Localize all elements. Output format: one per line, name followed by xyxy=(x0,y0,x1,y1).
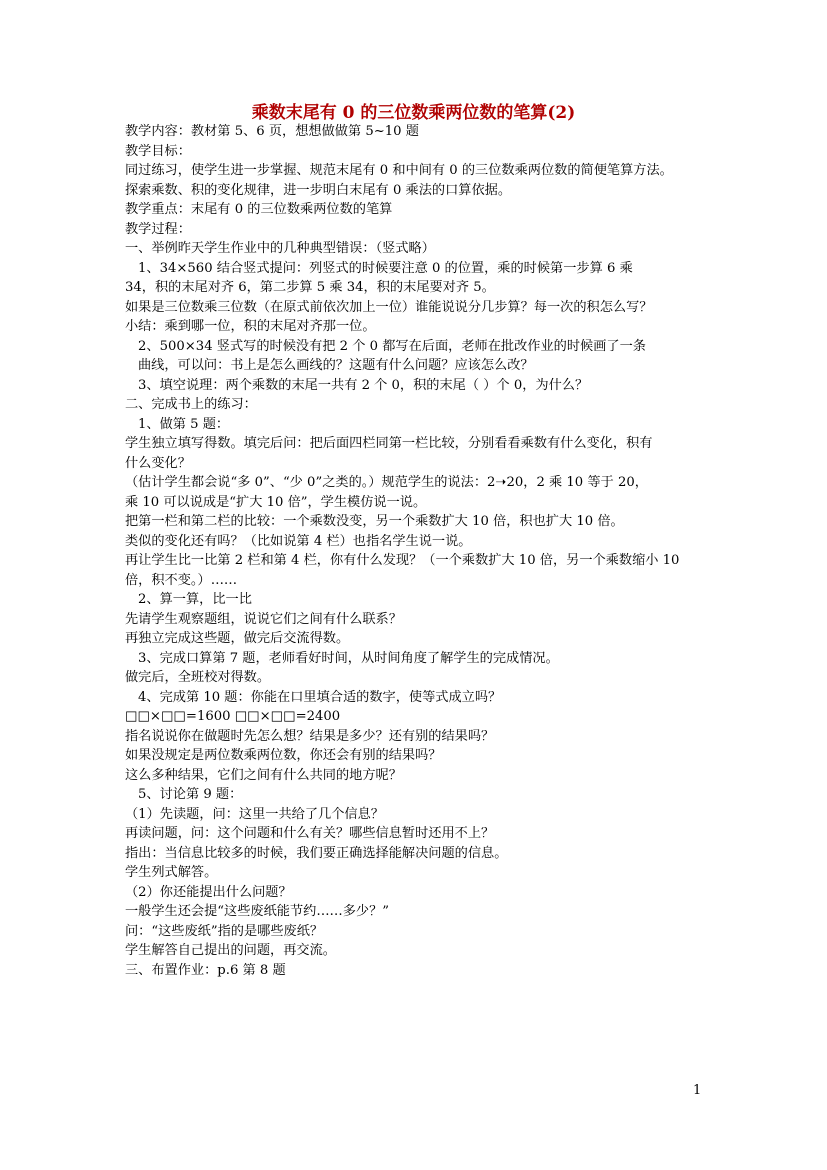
text-line: 如果没规定是两位数乘两位数，你还会有别的结果吗？ xyxy=(125,748,442,763)
text-line: 乘 10 可以说成是“扩大 10 倍”，学生模仿说一说。 xyxy=(125,494,427,510)
text-line: 2、算一算，比一比 xyxy=(138,592,252,607)
text-line: 三、布置作业：p.6 第 8 题 xyxy=(125,962,286,978)
text-line: □□×□□=1600 □□×□□=2400 xyxy=(125,709,341,724)
text-line: 做完后，全班校对得数。 xyxy=(125,670,271,685)
text-line: （估计学生都会说“多 0”、“少 0”之类的。）规范学生的说法：2➝20，2 乘 10 等于 20， xyxy=(125,475,648,490)
text-line: 类似的变化还有吗？（比如说第 4 栏）也指名学生说一说。 xyxy=(125,533,472,549)
text-line: 一般学生还会提“这些废纸能节约……多少？” xyxy=(125,904,390,919)
text-line: 1、做第 5 题： xyxy=(138,416,230,432)
text-line: 教学重点：末尾有 0 的三位数乘两位数的笔算 xyxy=(125,202,393,217)
text-line: 如果是三位数乘三位数（在原式前依次加上一位）谁能说说分几步算？每一次的积怎么写？ xyxy=(125,299,653,315)
text-line: 1、34×560 结合竖式提问：列竖式的时候要注意 0 的位置，乘的时候第一步算 6 乘 xyxy=(138,260,633,276)
text-line: 这么多种结果，它们之间有什么共同的地方呢？ xyxy=(125,767,402,783)
text-line: 4、完成第 10 题：你能在口里填合适的数字，使等式成立吗？ xyxy=(138,689,502,705)
text-line: 什么变化？ xyxy=(125,455,191,471)
text-line: 3、完成口算第 7 题，老师看好时间，从时间角度了解学生的完成情况。 xyxy=(138,650,559,666)
text-line: 小结：乘到哪一位，积的末尾对齐那一位。 xyxy=(125,319,376,334)
text-line: 再独立完成这些题，做完后交流得数。 xyxy=(125,631,350,646)
text-line: 倍，积不变。）…… xyxy=(125,572,238,588)
text-line: 探索乘数、积的变化规律，进一步明白末尾有 0 乘法的口算依据。 xyxy=(125,182,512,198)
document-title: 乘数末尾有 0 的三位数乘两位数的笔算(2) xyxy=(251,103,576,123)
text-line: 先请学生观察题组，说说它们之间有什么联系？ xyxy=(125,611,402,627)
text-line: 学生解答自己提出的问题，再交流。 xyxy=(125,943,336,958)
text-line: 同过练习，使学生进一步掌握、规范末尾有 0 和中间有 0 的三位数乘两位数的简便笔算方法。 xyxy=(125,163,673,178)
document-body xyxy=(125,122,710,980)
text-line: 教学过程： xyxy=(125,221,191,237)
text-line: 学生独立填写得数。填完后问：把后面四栏同第一栏比较，分别看看乘数有什么变化，积有 xyxy=(125,436,653,451)
text-line: （2）你还能提出什么问题？ xyxy=(125,884,292,900)
text-line: 指出：当信息比较多的时候，我们要正确选择能解决问题的信息。 xyxy=(125,845,508,861)
text-line: 教学目标： xyxy=(125,143,191,159)
text-line: 34，积的末尾对齐 6，第二步算 5 乘 34，积的末尾要对齐 5。 xyxy=(125,280,495,295)
text-line: （1）先读题，问：这里一共给了几个信息？ xyxy=(125,806,384,822)
text-line: 问：“这些废纸”指的是哪些废纸？ xyxy=(125,923,324,939)
text-line: 3、填空说理：两个乘数的末尾一共有 2 个 0，积的末尾（ ）个 0，为什么？ xyxy=(138,377,589,393)
text-line: 把第一栏和第二栏的比较：一个乘数没变，另一个乘数扩大 10 倍，积也扩大 10 倍。 xyxy=(125,514,624,529)
text-line: 教学内容：教材第 5、6 页，想想做做第 5~10 题 xyxy=(125,124,419,139)
text-line: 2、500×34 竖式写的时候没有把 2 个 0 都写在后面，老师在批改作业的时候画了一条 xyxy=(138,338,646,354)
text-line: 再让学生比一比第 2 栏和第 4 栏，你有什么发现？（一个乘数扩大 10 倍，另一个乘数缩小 10 xyxy=(125,553,680,568)
text-line: 一、举例昨天学生作业中的几种典型错误：（竖式略） xyxy=(125,241,435,256)
page-number: 1 xyxy=(693,1083,702,1098)
text-line: 5、讨论第 9 题： xyxy=(138,787,243,802)
text-line: 二、完成书上的练习： xyxy=(125,397,257,412)
text-line: 曲线，可以问：书上是怎么画线的？这题有什么问题？应该怎么改？ xyxy=(138,358,534,373)
text-line: 指名说说你在做题时先怎么想？结果是多少？还有别的结果吗？ xyxy=(125,728,495,744)
text-line: 再读问题，问：这个问题和什么有关？哪些信息暂时还用不上？ xyxy=(125,826,495,841)
text-line: 学生列式解答。 xyxy=(125,865,218,880)
